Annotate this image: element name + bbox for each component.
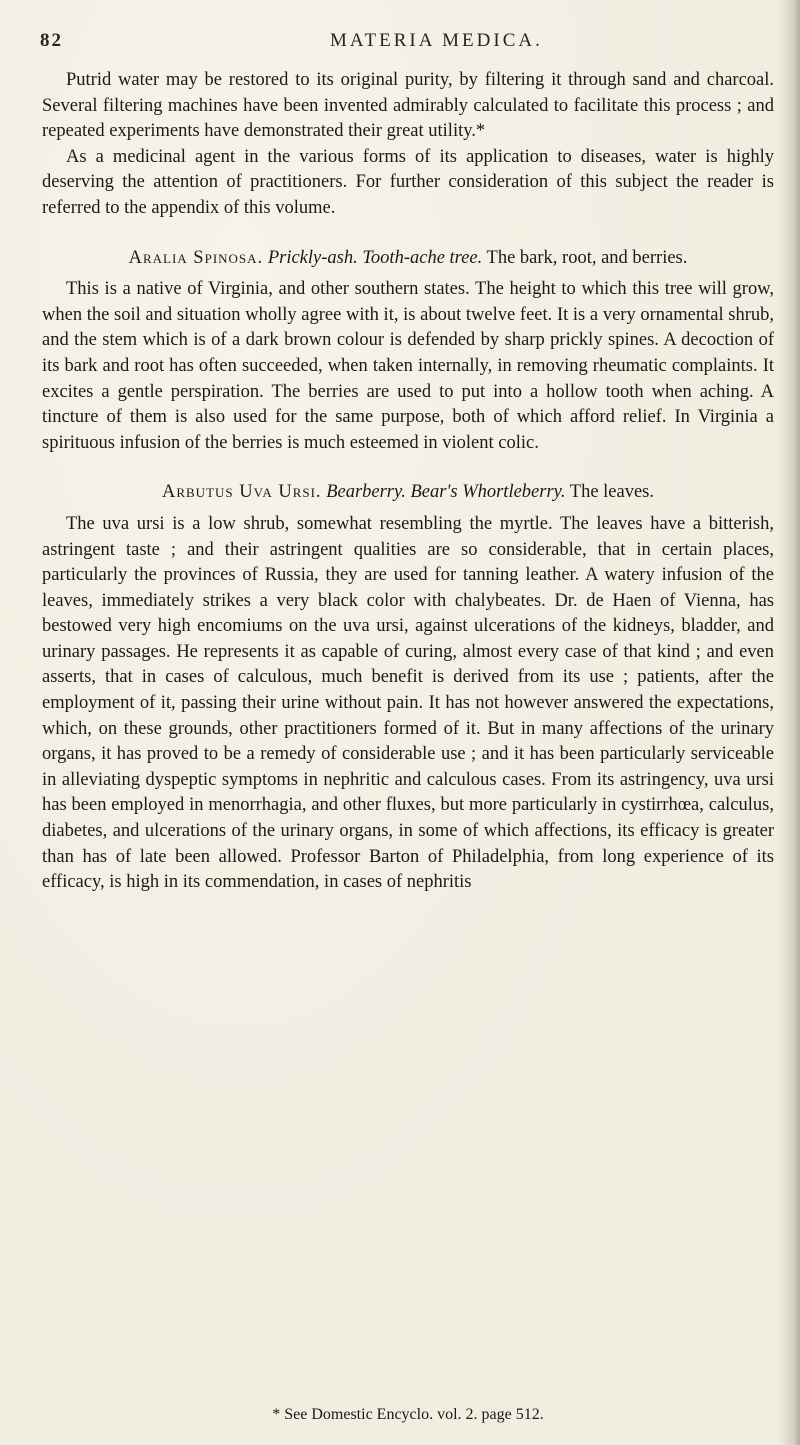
page-gutter-shadow [778, 0, 800, 1445]
entry-heading-aralia [42, 246, 774, 272]
entry-parts-used: The bark, root, and berries. [486, 247, 688, 268]
entry-common-name: Prickly-ash. Tooth-ache tree. [267, 247, 483, 268]
page-number: 82 [40, 30, 63, 51]
footnote: * See Domestic Encyclo. vol. 2. page 512. [272, 1406, 544, 1423]
entry-text-aralia: This is a native of Virginia, and other southern states. The height to which this tree will grow, when the soil and situation wholly agree with it, is about twelve feet. It is a very ornamental shrub, and the stem which is of a dark brown colour is defended by sharp prickly spines. A decoction of its bark and root has often succeeded, when taken internally, in removing rheumatic complaints. It excites a gentle perspiration. The berries are used to put into a hollow tooth when aching. A tincture of them is also used for the same purpose, both of which afford relief. In Virginia a spirituous infusion of the berries is much esteemed in violent colic. [42, 279, 774, 453]
entry-common-name: Bearberry. Bear's Whortleberry. [326, 482, 566, 503]
entry-heading-arbutus [42, 480, 774, 506]
entry-latin-name: Aralia Spinosa. [128, 247, 264, 268]
paragraph-water-medicinal: As a medicinal agent in the various forms of its application to diseases, water is highly deserving the attention of practitioners. For further consideration of this subject the reader is referred to the appendix of this volume. [42, 146, 774, 218]
entry-parts-used: The leaves. [569, 482, 655, 503]
entry-text-arbutus: The uva ursi is a low shrub, somewhat resembling the myrtle. The leaves have a bitterish, astringent taste ; and their astringent qualities are so considerable, that in certain places, particularly the provinces of Russia, they are used for tanning leather. A watery infusion of the leaves, immediately strikes a very black color with chalybeates. Dr. de Haen of Vienna, has bestowed very high encomiums on the uva ursi, against ulcerations of the kidneys, bladder, and urinary passages. He represents it as capable of curing, almost every case of that kind ; and even asserts, that in cases of calculous, much benefit is derived from its use ; patients, after the employment of it, passing their urine without pain. It has not however answered the expectations, which, on these grounds, other practitioners formed of it. But in many affections of the urinary organs, it has proved to be a remedy of considerable use ; and it has been particularly serviceable in alleviating dyspeptic symptoms in nephritic and calculous cases. From its astringency, uva ursi has been employed in menorrhagia, and other fluxes, but more particularly in cystirrhœa, calculus, diabetes, and ulcerations of the urinary organs, in some of which affections, its efficacy is greater than has of late been allowed. Professor Barton of Philadelphia, from long experience of its efficacy, is high in its commendation, in cases of nephritis [42, 513, 774, 893]
paragraph-water-filtering: Putrid water may be restored to its original purity, by filtering it through sand and charcoal. Several filtering machines have been invented admirably calculated to facilitate this process ; and repeated experiments have demonstrated their great utility.* [42, 70, 774, 142]
page-body [42, 68, 774, 896]
entry-latin-name: Arbutus Uva Ursi. [161, 482, 322, 503]
running-title: MATERIA MEDICA. [330, 30, 543, 51]
